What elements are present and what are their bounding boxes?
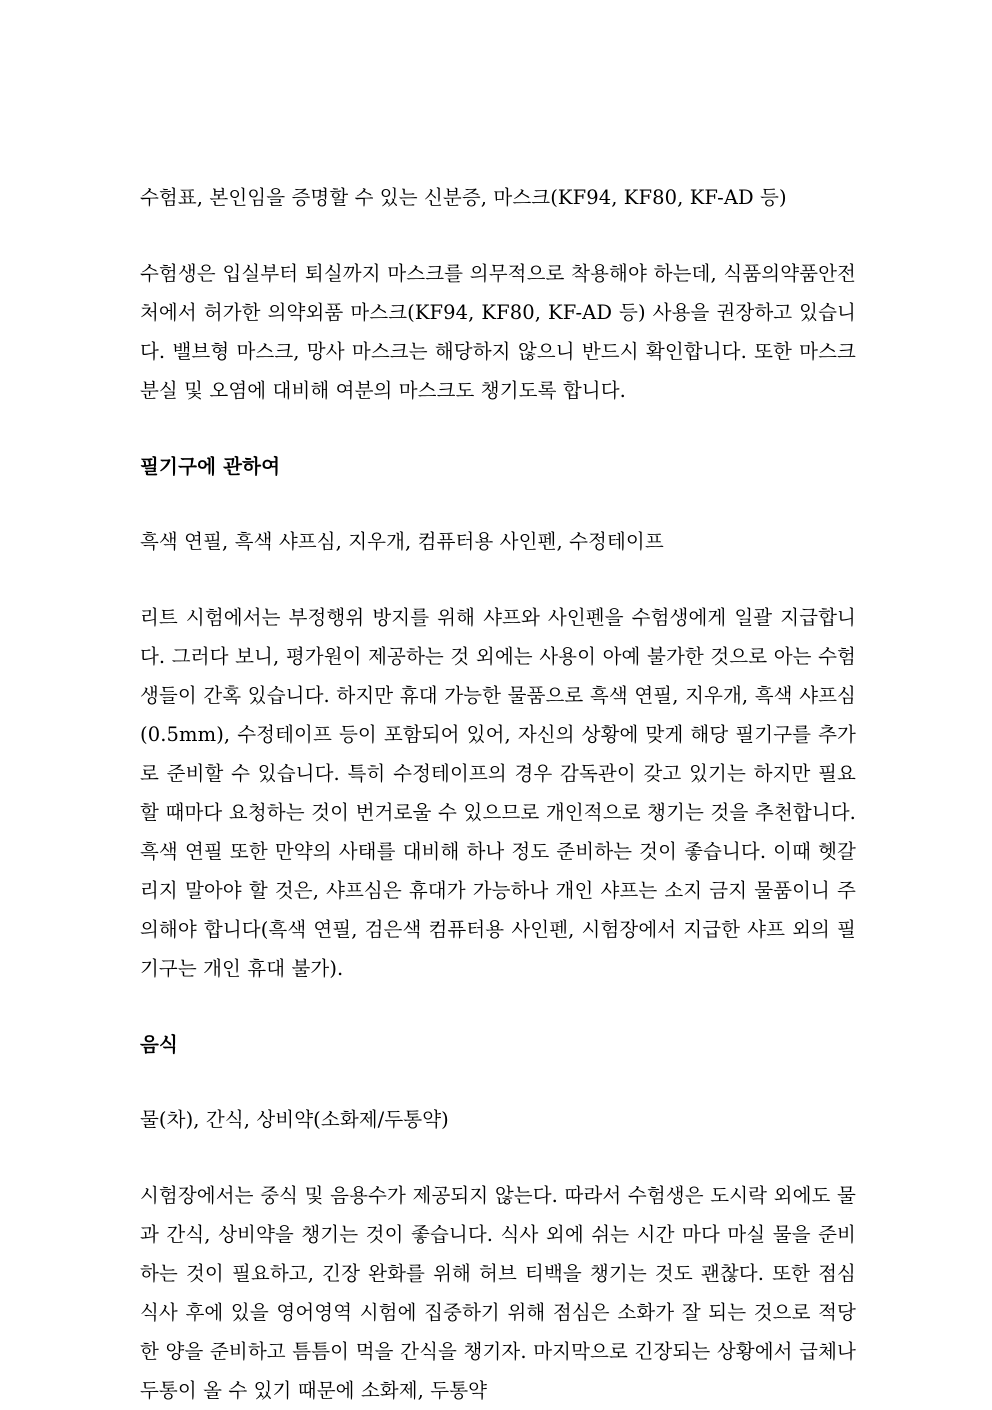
heading-spacer-after — [140, 486, 856, 522]
document-content — [140, 178, 856, 1410]
paragraph-writing-instrument-details: 리트 시험에서는 부정행위 방지를 위해 샤프와 사인펜을 수험생에게 일괄 지급합니다. 그러다 보니, 평가원이 제공하는 것 외에는 사용이 아예 불가한 것으로 아는 수험생들이 간혹 있습니다. 하지만 휴대 가능한 물품으로 흑색 연필, 지우개, 흑색 샤프심(0.5mm), 수정테이프 등이 포함되어 있어, 자신의 상황에 맞게 해당 필기구를 추가로 준비할 수 있습니다. 특히 수정테이프의 경우 감독관이 갖고 있기는 하지만 필요할 때마다 요청하는 것이 번거로울 수 있으므로 개인적으로 챙기는 것을 추천합니다. 흑색 연필 또한 만약의 사태를 대비해 하나 정도 준비하는 것이 좋습니다. 이때 헷갈리지 말아야 할 것은, 샤프심은 휴대가 가능하나 개인 샤프는 소지 금지 물품이니 주의해야 합니다(흑색 연필, 검은색 컴퓨터용 사인펜, 시험장에서 지급한 샤프 외의 필기구는 개인 휴대 불가). — [140, 606, 856, 980]
paragraph-writing-instrument-list: 흑색 연필, 흑색 샤프심, 지우개, 컴퓨터용 사인펜, 수정테이프 — [140, 530, 664, 553]
heading-food: 음식 — [140, 1033, 179, 1056]
heading-spacer-before — [140, 410, 856, 447]
paragraph-food-details: 시험장에서는 중식 및 음용수가 제공되지 않는다. 따라서 수험생은 도시락 외에도 물과 간식, 상비약을 챙기는 것이 좋습니다. 식사 외에 쉬는 시간 마다 마실 물을 준비하는 것이 필요하고, 긴장 완화를 위해 허브 티백을 챙기는 것도 괜찮다. 또한 점심 식사 후에 있을 영어영역 시험에 집중하기 위해 점심은 소화가 잘 되는 것으로 적당한 양을 준비하고 틈틈이 먹을 간식을 챙기자. 마지막으로 긴장되는 상황에서 급체나 두통이 올 수 있기 때문에 소화제, 두통약 — [140, 1184, 856, 1402]
heading-spacer-after — [140, 1064, 856, 1100]
paragraph-required-items: 수험표, 본인임을 증명할 수 있는 신분증, 마스크(KF94, KF80, KF-AD 등) — [140, 186, 787, 209]
paragraph-spacer — [140, 217, 856, 254]
paragraph-spacer — [140, 561, 856, 598]
paragraph-food-list: 물(차), 간식, 상비약(소화제/두통약) — [140, 1108, 449, 1131]
heading-writing-instruments: 필기구에 관하여 — [140, 455, 281, 478]
paragraph-mask-rules: 수험생은 입실부터 퇴실까지 마스크를 의무적으로 착용해야 하는데, 식품의약품안전처에서 허가한 의약외품 마스크(KF94, KF80, KF-AD 등) 사용을 권장하고 있습니다. 밸브형 마스크, 망사 마스크는 해당하지 않으니 반드시 확인합니다. 또한 마스크 분실 및 오염에 대비해 여분의 마스크도 챙기도록 합니다. — [140, 262, 856, 402]
paragraph-spacer — [140, 1139, 856, 1176]
heading-spacer-before — [140, 988, 856, 1025]
